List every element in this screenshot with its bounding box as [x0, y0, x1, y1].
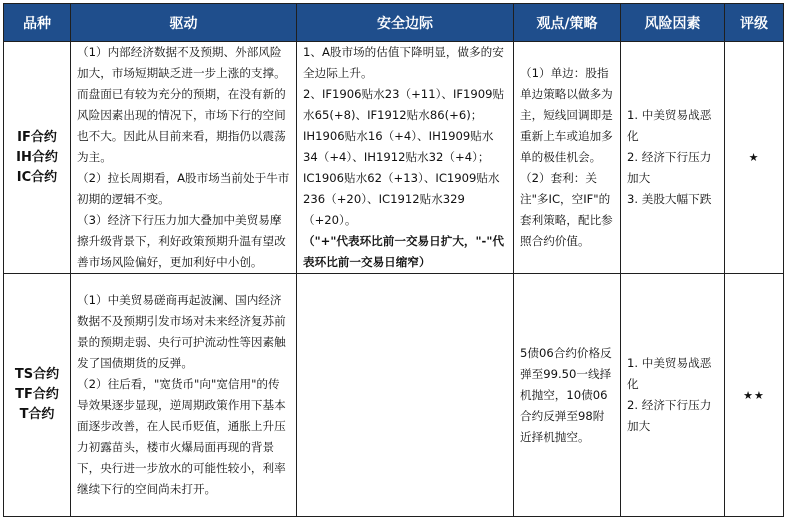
product-cell [4, 42, 71, 274]
product-label: IC合约 [16, 169, 58, 185]
margin-text: 2、IF1906贴水23（+11）、IF1909贴水65(+8)、IF1912贴水86(+6)；IH1906贴水16（+4）、IH1909贴水34（+4）、IH1912贴水32（+4）；IC1906贴水62（+13）、IC1909贴水236（+20）、IC1912贴水329（+20）。 [303, 87, 505, 227]
driver-text: （2）往后看，"宽货币"向"宽信用"的传导效果逐步显现，逆周期政策作用下基本面逐步改善，在人民币贬值，通胀上升压力初露苗头，楼市火爆局面再现的背景下，央行进一步放水的可能性较小，利率继续下行的空间尚未打开。 [77, 377, 286, 496]
margin-note: （"+"代表环比前一交易日扩大，"-"代表环比前一交易日缩窄） [303, 234, 505, 269]
margin-cell [297, 42, 514, 274]
header-risk: 风险因素 [621, 4, 725, 42]
view-cell [514, 42, 621, 274]
header-margin: 安全边际 [297, 4, 514, 42]
product-label: TS合约 [14, 367, 60, 382]
risk-item: 2. 经济下行压力加大 [627, 398, 712, 433]
rating-cell [725, 274, 784, 517]
risk-cell [621, 42, 725, 274]
rating-star-icon: ★★ [743, 388, 765, 402]
risk-item: 2. 经济下行压力加大 [627, 150, 712, 185]
risk-item: 1. 中美贸易战恶化 [627, 356, 712, 391]
risk-item: 3. 美股大幅下跌 [627, 192, 712, 206]
rating-star-icon: ★ [748, 151, 760, 164]
header-view: 观点/策略 [514, 4, 621, 42]
product-label: T合约 [19, 407, 55, 422]
header-product: 品种 [4, 4, 71, 42]
driver-text: （2）拉长周期看，A股市场当前处于牛市初期的逻辑不变。 [77, 171, 290, 206]
table-row [4, 42, 784, 274]
margin-text: 1、A股市场的估值下降明显，做多的安全边际上升。 [303, 45, 504, 80]
view-text: 5债06合约价格反弹至99.50一线择机抛空，10债06合约反弹至98附近择机抛空。 [520, 345, 612, 444]
product-label: TF合约 [15, 387, 59, 402]
driver-cell [71, 274, 297, 517]
risk-cell [621, 274, 725, 517]
driver-text: （3）经济下行压力加大叠加中美贸易摩擦升级背景下，利好政策预期升温有望改善市场风险偏好，更加利好中小创。 [77, 213, 286, 269]
driver-text: （1）内部经济数据不及预期、外部风险加大，市场短期缺乏进一步上涨的支撑。而盘面已有较为充分的预期，在没有新的风险因素出现的情况下，市场下行的空间也不大。因此从目前来看，期指仍以震荡为主。 [77, 45, 286, 164]
rating-cell [725, 42, 784, 274]
table-row [4, 274, 784, 517]
driver-cell [71, 42, 297, 274]
product-label: IF合约 [17, 129, 57, 145]
driver-text: （1）中美贸易磋商再起波澜、国内经济数据不及预期引发市场对未来经济复苏前景的预期走弱、央行可护流动性等因素触发了国债期货的反弹。 [77, 293, 286, 370]
view-text: （1）单边：股指单边策略以做多为主，短线回调即是重新上车或追加多单的极佳机会。 [520, 66, 613, 164]
view-cell [514, 274, 621, 517]
strategy-table [3, 3, 784, 517]
product-label: IH合约 [16, 149, 58, 165]
header-row [4, 4, 784, 42]
margin-cell [297, 274, 514, 517]
header-driver: 驱动 [71, 4, 297, 42]
view-text: （2）套利：关注"多IC，空IF"的套利策略，配比参照合约价值。 [520, 171, 613, 248]
risk-item: 1. 中美贸易战恶化 [627, 108, 712, 143]
header-rating: 评级 [725, 4, 784, 42]
product-cell [4, 274, 71, 517]
